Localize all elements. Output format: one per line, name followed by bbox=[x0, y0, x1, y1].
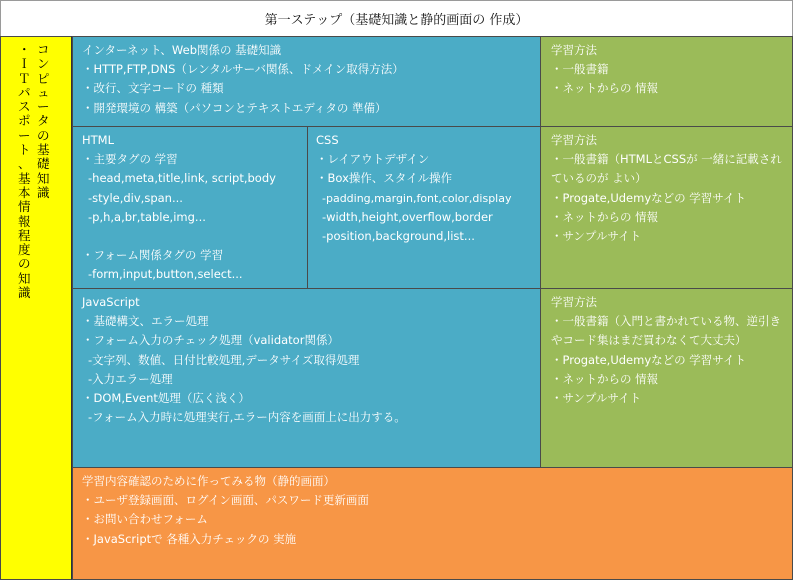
method-item: ・一般書籍 bbox=[551, 62, 609, 77]
sidebar-char: 知 bbox=[37, 170, 50, 186]
sidebar-char: Ｔ bbox=[18, 70, 31, 86]
js-item: ・フォーム入力のチェック処理（validator関係） bbox=[82, 333, 339, 348]
method-heading: 学習方法 bbox=[551, 295, 597, 309]
basics-item: ・改行、文字コードの 種類 bbox=[82, 81, 224, 96]
sidebar-char: 報 bbox=[18, 213, 31, 229]
sidebar-char: ー bbox=[18, 127, 31, 143]
method-item: ・一般書籍（入門と書かれている物、逆引きやコード集はまだ買わなくて大丈夫） bbox=[551, 314, 781, 348]
sidebar-char: ー bbox=[37, 99, 50, 115]
sidebar-char: ポ bbox=[18, 113, 31, 129]
basics-item: ・開発環境の 構築（パソコンとテキストエディタの 準備） bbox=[82, 100, 387, 115]
sidebar-char: 本 bbox=[18, 184, 31, 200]
method-heading: 学習方法 bbox=[551, 133, 597, 147]
method-item: ・ネットからの 情報 bbox=[551, 209, 659, 224]
sidebar-char: タ bbox=[37, 113, 50, 129]
sidebar-char: 基 bbox=[18, 170, 31, 186]
js-item: -文字列、数値、日付比較処理,データサイズ取得処理 bbox=[88, 352, 360, 367]
basics-item: ・HTTP,FTP,DNS（レンタルサーバ関係、ドメイン取得方法） bbox=[82, 62, 404, 77]
basics-method-cell bbox=[540, 36, 793, 127]
basics-heading: インターネット、Web関係の 基礎知識 bbox=[82, 43, 282, 57]
html-method-cell bbox=[540, 126, 793, 289]
output-item: ・ユーザ登録画面、ログイン画面、パスワード更新画面 bbox=[82, 493, 369, 508]
sidebar-char: 、 bbox=[18, 156, 31, 172]
css-item: ・レイアウトデザイン bbox=[316, 152, 430, 167]
sidebar-char: ピ bbox=[37, 70, 50, 86]
sidebar-char: の bbox=[37, 127, 50, 143]
js-item: ・基礎構文、エラー処理 bbox=[82, 314, 209, 329]
method-item: ・Progate,Udemyなどの 学習サイト bbox=[551, 352, 746, 367]
javascript-cell bbox=[72, 288, 541, 468]
js-method-cell bbox=[540, 288, 793, 468]
sidebar-char: 知 bbox=[18, 270, 31, 286]
output-item: ・JavaScriptで 各種入力チェックの 実施 bbox=[82, 531, 297, 546]
sidebar-char: 程 bbox=[18, 227, 31, 243]
sidebar-char: 識 bbox=[37, 184, 50, 200]
css-item: ・Box操作、スタイル操作 bbox=[316, 171, 453, 186]
sidebar-char: Ｉ bbox=[18, 56, 31, 72]
method-item: ・一般書籍（HTMLとCSSが 一緒に記載されているのが よい） bbox=[551, 152, 782, 186]
sidebar-char: の bbox=[18, 256, 31, 272]
sidebar-column-computer-basics bbox=[37, 43, 50, 200]
html-item: ・フォーム関係タグの 学習 bbox=[82, 248, 224, 263]
output-heading: 学習内容確認のために作ってみる物（静的画面） bbox=[82, 474, 335, 488]
js-item: ・DOM,Event処理（広く浅く） bbox=[82, 391, 250, 406]
sidebar-char: 識 bbox=[18, 285, 31, 301]
html-item: ・主要タグの 学習 bbox=[82, 152, 178, 167]
html-item: -head,meta,title,link, script,body bbox=[88, 171, 276, 186]
sidebar-char: ュ bbox=[37, 84, 50, 100]
html-heading: HTML bbox=[82, 133, 115, 147]
css-cell bbox=[307, 126, 541, 289]
method-heading: 学習方法 bbox=[551, 43, 597, 57]
sidebar-char: コ bbox=[37, 42, 50, 57]
css-item: -position,background,list... bbox=[322, 229, 475, 244]
method-item: ・Progate,Udemyなどの 学習サイト bbox=[551, 190, 746, 205]
js-item: -入力エラー処理 bbox=[88, 371, 173, 386]
css-heading: CSS bbox=[316, 133, 339, 147]
sidebar-char: パ bbox=[18, 84, 31, 100]
sidebar-char: 基 bbox=[37, 142, 50, 158]
html-item: -style,div,span... bbox=[88, 190, 183, 205]
js-heading: JavaScript bbox=[82, 295, 140, 309]
page-title-text: 第一ステップ（基礎知識と静的画面の 作成） bbox=[264, 13, 529, 28]
method-item: ・サンプルサイト bbox=[551, 229, 642, 244]
html-item: -form,input,button,select... bbox=[88, 267, 243, 282]
output-cell bbox=[72, 467, 793, 580]
sidebar-char: ス bbox=[18, 99, 31, 115]
sidebar-char: 礎 bbox=[37, 156, 50, 172]
basics-cell bbox=[72, 36, 541, 127]
method-item: ・ネットからの 情報 bbox=[551, 371, 659, 386]
output-item: ・お問い合わせフォーム bbox=[82, 512, 208, 527]
html-spacer bbox=[82, 227, 307, 246]
sidebar-char: ト bbox=[18, 142, 31, 158]
html-item: -p,h,a,br,table,img... bbox=[88, 209, 206, 224]
page-title bbox=[0, 0, 793, 37]
sidebar-basic-knowledge bbox=[0, 36, 72, 580]
js-item: -フォーム入力時に処理実行,エラー内容を画面上に出力する。 bbox=[88, 410, 406, 425]
css-item: -width,height,overflow,border bbox=[322, 209, 493, 224]
css-item: -padding,margin,font,color,display bbox=[322, 191, 512, 205]
html-cell bbox=[72, 126, 308, 289]
sidebar-column-it-passport bbox=[18, 43, 31, 300]
method-item: ・ネットからの 情報 bbox=[551, 81, 659, 96]
sidebar-char: ン bbox=[37, 56, 50, 72]
method-item: ・サンプルサイト bbox=[551, 391, 642, 406]
sidebar-char: 情 bbox=[18, 199, 31, 215]
sidebar-char: 度 bbox=[18, 242, 31, 258]
sidebar-char: ・ bbox=[18, 42, 31, 57]
